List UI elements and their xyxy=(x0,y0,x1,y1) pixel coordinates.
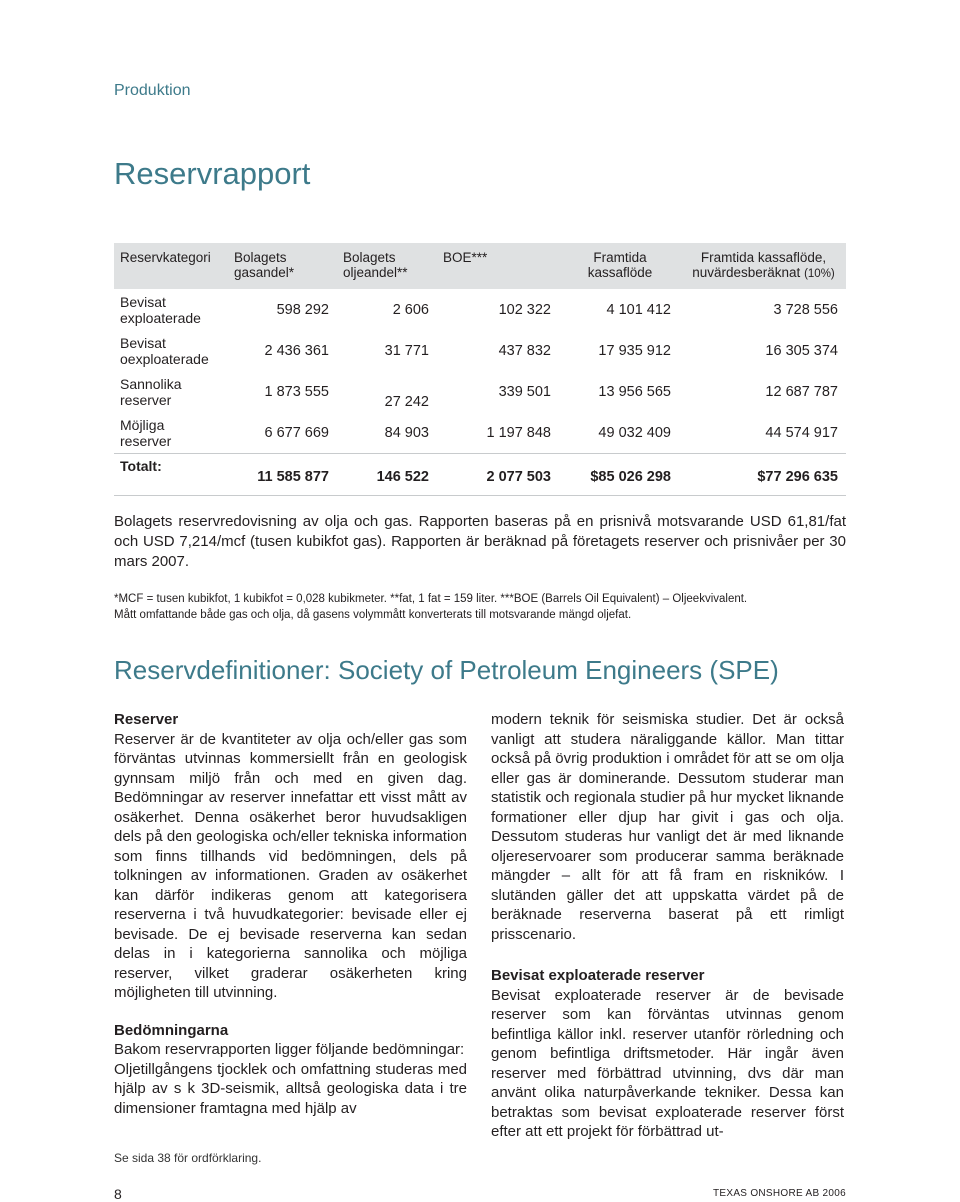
cell-cashflow: 17 935 912 xyxy=(598,342,671,359)
table-row xyxy=(114,330,846,371)
cell-oil: 31 771 xyxy=(384,342,429,359)
cell-oil: 27 242 xyxy=(384,394,429,410)
heading-bevisat-exploaterade: Bevisat exploaterade reserver xyxy=(491,967,705,984)
heading-reserver: Reserver xyxy=(114,711,179,728)
row-category: Möjliga reserver xyxy=(120,416,172,449)
definitions-column-left xyxy=(114,710,467,1118)
table-row xyxy=(114,289,846,330)
cell-boe: 437 832 xyxy=(498,342,551,359)
section-label: Produktion xyxy=(114,82,191,99)
report-note: Bolagets reservredovisning av olja och gas. Rapporten baseras på en prisnivå motsvarande USD 61,81/fat och USD 7,214/mcf (tusen kubikfot gas). Rapporten är beräknad på företagets reserver och prisnivåer per 30 mars 2007. xyxy=(114,513,846,570)
cell-boe: 339 501 xyxy=(498,383,551,400)
cell-cashflow: 4 101 412 xyxy=(606,301,671,318)
table-row xyxy=(114,371,846,412)
total-gas: 11 585 877 xyxy=(228,454,337,496)
heading-bedomningarna: Bedömningarna xyxy=(114,1021,229,1039)
header-category: Reservkategori xyxy=(114,243,228,289)
glossary-reference: Se sida 38 för ordförklaring. xyxy=(114,1151,262,1165)
footnote-line-1: *MCF = tusen kubikfot, 1 kubikfot = 0,028 kubikmeter. **fat, 1 fat = 159 liter. ***BOE (Barrels Oil Equivalent) – Oljeekvivalent. xyxy=(114,593,748,605)
cell-cashflow: 13 956 565 xyxy=(598,383,671,400)
total-oil: 146 522 xyxy=(337,454,437,496)
cell-cashflow: 49 032 409 xyxy=(598,424,671,441)
page-number: 8 xyxy=(114,1186,122,1202)
text-bedomningarna-2: Oljetillgångens tjocklek och omfattning studeras med hjälp av s k 3D-seismik, alltså geologiska data i tre dimensioner framtagna med hjälp av xyxy=(114,1060,467,1117)
table-header-row xyxy=(114,243,846,289)
header-gas: Bolagets gasandel* xyxy=(228,243,337,289)
text-bedomningarna-1: Bakom reservrapporten ligger följande bedömningar: xyxy=(114,1041,465,1058)
cell-present-value: 12 687 787 xyxy=(765,383,838,400)
total-present-value: $77 296 635 xyxy=(679,454,846,496)
cell-present-value: 16 305 374 xyxy=(765,342,838,359)
cell-gas: 6 677 669 xyxy=(264,424,329,441)
text-reserver: Reserver är de kvantiteter av olja och/eller gas som förväntas utvinnas kommersiellt från en geologisk gynnsam miljö från och med en given dag. Bedömningar av reserver innefattar ett visst mått av osäkerhet. Denna osäkerhet beror huvudsakligen dels på den geologiska och/eller tekniska information som finns tillhands vid bedömningen, dels på tolkningen av informationen. Graden av osäkerhet kan därför indikeras genom att kategorisera reserverna i två huvudkategorier: bevisade eller ej bevisade. De ej bevisade reserverna kan sedan delas in i kategorierna sannolika och möjliga reserver, vilket graderar osäkerheten kring möjligheten till utvinning. xyxy=(114,730,467,1001)
row-category: Bevisat oexploaterade xyxy=(120,334,209,367)
header-cashflow: Framtida kassaflöde xyxy=(559,243,679,289)
table-row xyxy=(114,412,846,454)
row-category: Bevisat exploaterade xyxy=(120,293,201,326)
text-bevisat-exploaterade: Bevisat exploaterade reserver är de bevisade reserver som kan förväntas utvinnas genom befintliga källor inkl. reserver utanför rörledning och genom befintliga driftsmetoder. Här ingår även reserver med förbättrad utvinning, dvs där man använt olika naturpåverkande tekniker. Dessa kan betraktas som bevisat exploaterade reserver först efter att ett projekt för förbättrad ut- xyxy=(491,986,844,1140)
total-label: Totalt: xyxy=(114,454,228,496)
cell-gas: 598 292 xyxy=(276,301,329,318)
footnote xyxy=(114,591,854,623)
cell-gas: 2 436 361 xyxy=(264,342,329,359)
cell-boe: 102 322 xyxy=(498,301,551,318)
definitions-column-right xyxy=(491,710,844,1142)
definitions-title: Reservdefinitioner: Society of Petroleum Engineers (SPE) xyxy=(114,655,779,685)
company-name: TEXAS ONSHORE AB 2006 xyxy=(712,1188,846,1199)
page-title: Reservrapport xyxy=(114,156,311,191)
reserve-table xyxy=(114,243,846,496)
cell-present-value: 44 574 917 xyxy=(765,424,838,441)
text-continued: modern teknik för seismiska studier. Det är också vanligt att studera näraliggande källor. Man tittar också på övrig produktion i området för att se om olja eller gas är dominerande. Dessutom studerar man statistik och regionala studier på hur mycket liknande formationer eller djup har givit i gas och olja. Dessutom studeras hur vanligt det är med liknande oljereservoarer som producerar samma beräknade mängder – allt för att få fram en riskników. I slutänden gäller det att uppskatta värdet på de beräknade reserverna baserat på ett rimligt prisscenario. xyxy=(491,711,844,943)
footnote-line-2: Mått omfattande både gas och olja, då gasens volymmått konverterats till motsvarande mängd oljefat. xyxy=(114,609,632,621)
cell-gas: 1 873 555 xyxy=(264,383,329,400)
cell-boe: 1 197 848 xyxy=(486,424,551,441)
cell-present-value: 3 728 556 xyxy=(773,301,838,318)
header-present-value: Framtida kassaflöde, nuvärdesberäknat (10%) xyxy=(679,243,846,289)
table-total-row xyxy=(114,454,846,496)
cell-oil: 84 903 xyxy=(384,424,429,441)
header-oil: Bolagets oljeandel** xyxy=(337,243,437,289)
total-boe: 2 077 503 xyxy=(437,454,559,496)
row-category: Sannolika reserver xyxy=(120,375,182,408)
header-boe: BOE*** xyxy=(437,243,559,289)
total-cashflow: $85 026 298 xyxy=(559,454,679,496)
cell-oil: 2 606 xyxy=(392,301,429,318)
